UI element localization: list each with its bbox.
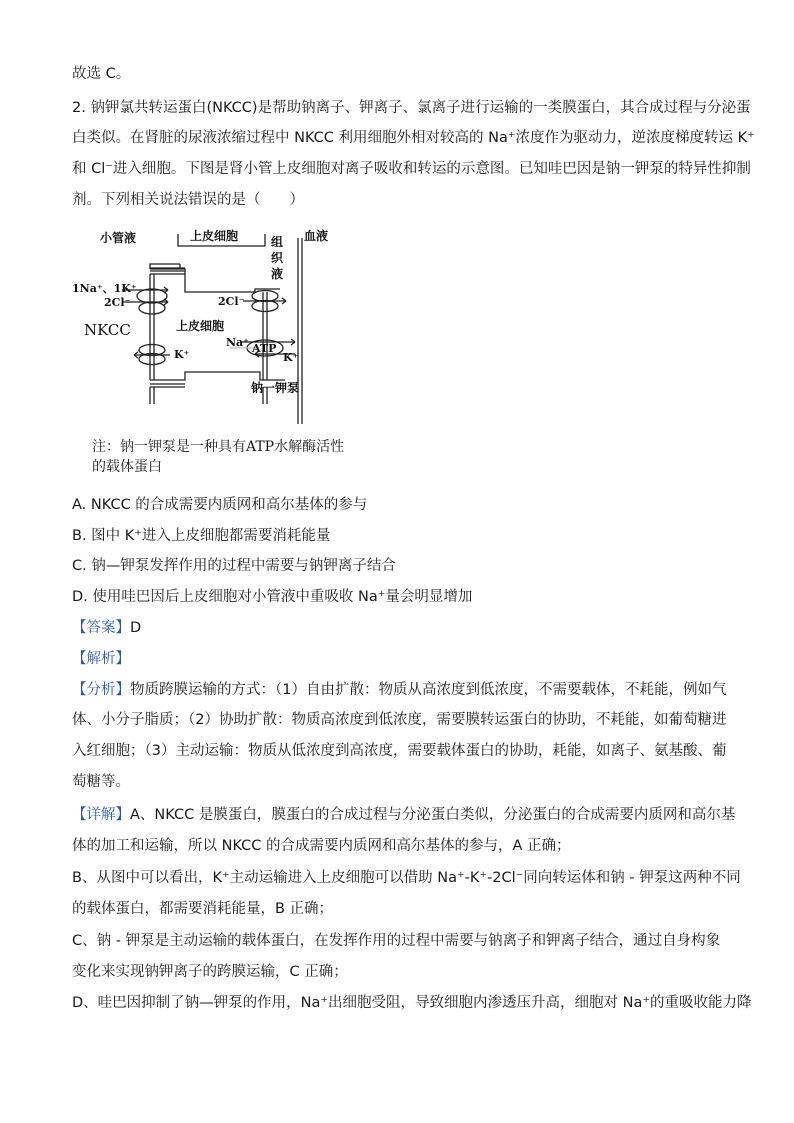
label-left-ions-2: 2Cl⁻ — [104, 296, 131, 309]
question-line-3: 和 Cl⁻进入细胞。下图是肾小管上皮细胞对离子吸收和转运的示意图。已知哇巴因是钠一钾泵的特异性抑制 — [72, 161, 751, 177]
detail-line-6: 变化来实现钠钾离子的跨膜运输，C 正确； — [72, 964, 348, 980]
detail-line-5: C、钠 - 钾泵是主动运输的载体蛋白，在发挥作用的过程中需要与钠离子和钾离子结合，通过自身构象 — [72, 933, 721, 949]
option-a: A. NKCC 的合成需要内质网和高尔基体的参与 — [72, 497, 368, 513]
detail-line-4: 的载体蛋白，都需要消耗能量，B 正确； — [72, 901, 334, 917]
detail-tag: 【详解】 — [72, 807, 130, 823]
answer-tag: 【答案】 — [72, 620, 130, 636]
option-c: C. 钠—钾泵发挥作用的过程中需要与钠钾离子结合 — [72, 558, 396, 574]
diagram-note-1: 注：钠一钾泵是一种具有ATP水解酶活性 — [92, 439, 345, 455]
label-tissue-fluid-2: 织 — [271, 251, 284, 265]
label-epithelial-top: 上皮细胞 — [190, 229, 239, 243]
detail-line-3: B、从图中可以看出，K⁺主动运输进入上皮细胞可以借助 Na⁺-K⁺-2Cl⁻同向转运体和钠 - 钾泵这两种不同 — [72, 870, 741, 886]
analysis-text-1: 物质跨膜运输的方式：（1）自由扩散：物质从高浓度到低浓度，不需要载体，不耗能，例如气 — [130, 682, 727, 698]
label-nkcc: NKCC — [84, 321, 131, 339]
answer-value: D — [130, 620, 142, 636]
detail-text-1: A、NKCC 是膜蛋白，膜蛋白的合成过程与分泌蛋白类似，分泌蛋白的合成需要内质网和高尔基 — [130, 807, 736, 823]
detail-line-1 — [72, 805, 735, 825]
label-blood: 血液 — [304, 229, 329, 243]
analysis-heading: 【解析】 — [72, 651, 130, 667]
label-atp: ATP — [252, 342, 277, 355]
option-b: B. 图中 K⁺进入上皮细胞都需要消耗能量 — [72, 528, 331, 544]
question-line-2: 白类似。在肾脏的尿液浓缩过程中 NKCC 利用细胞外相对较高的 Na⁺浓度作为驱动力，逆浓度梯度转运 K⁺ — [72, 130, 755, 146]
label-tissue-fluid-1: 组 — [271, 235, 284, 249]
answer-line — [72, 618, 141, 638]
label-tubule-fluid: 小管液 — [100, 231, 137, 245]
label-cl-right: 2Cl⁻ — [218, 295, 245, 308]
label-pump: 钠一钾泵 — [251, 381, 300, 395]
label-k-right: K⁺ — [283, 351, 299, 364]
label-left-ions-1: 1Na⁺、1K⁺ — [72, 282, 137, 295]
analysis-line-1 — [72, 680, 726, 700]
kidney-tubule-diagram — [70, 224, 340, 428]
analysis-line-3: 入红细胞；（3）主动运输：物质从低浓度到高浓度，需要载体蛋白的协助，耗能，如离子、氨基酸、葡 — [72, 743, 727, 759]
question-line-4: 剂。下列相关说法错误的是（ ） — [72, 192, 304, 208]
detail-line-2: 体的加工和运输，所以 NKCC 的合成需要内质网和高尔基体的参与，A 正确； — [72, 838, 571, 854]
diagram-note-2: 的载体蛋白 — [92, 459, 162, 475]
analysis-line-4: 萄糖等。 — [72, 774, 130, 790]
analysis-line-2: 体、小分子脂质；（2）协助扩散：物质高浓度到低浓度，需要膜转运蛋白的协助，不耗能，如葡萄糖进 — [72, 712, 727, 728]
analysis-tag: 【分析】 — [72, 682, 130, 698]
label-k-left: K⁺ — [174, 348, 190, 361]
detail-line-7: D、哇巴因抑制了钠—钾泵的作用，Na⁺出细胞受阻，导致细胞内渗透压升高，细胞对 Na⁺的重吸收能力降 — [72, 995, 752, 1011]
label-tissue-fluid-3: 液 — [271, 267, 284, 281]
label-epithelial-mid: 上皮细胞 — [176, 319, 225, 333]
line-conclusion: 故选 C。 — [72, 66, 131, 82]
label-na: Na⁺ — [226, 336, 249, 349]
question-line-1: 2. 钠钾氯共转运蛋白(NKCC)是帮助钠离子、钾离子、氯离子进行运输的一类膜蛋白，其合成过程与分泌蛋 — [72, 100, 751, 116]
option-d: D. 使用哇巴因后上皮细胞对小管液中重吸收 Na⁺量会明显增加 — [72, 589, 473, 605]
